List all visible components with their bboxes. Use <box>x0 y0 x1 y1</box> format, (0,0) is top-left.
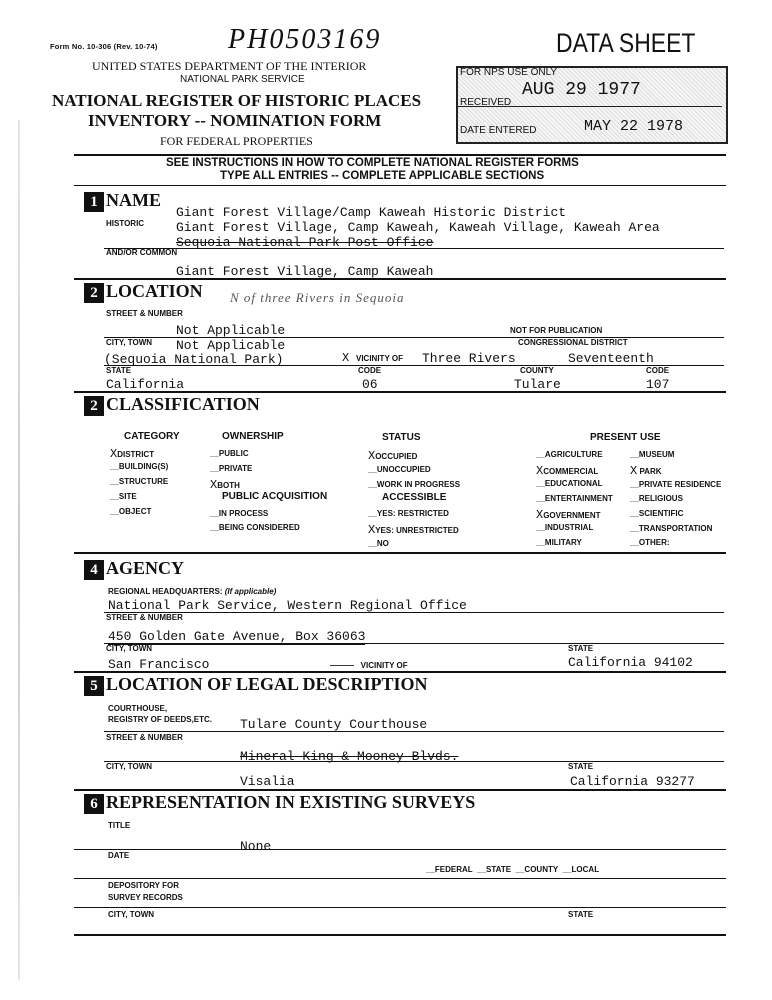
legal-city-label: CITY, TOWN <box>106 762 153 771</box>
city-value-2: (Sequoia National Park) <box>104 352 284 367</box>
not-for-publication: NOT FOR PUBLICATION <box>510 326 603 335</box>
acquisition-in-process: __IN PROCESS <box>210 509 269 518</box>
survey-levels: __FEDERAL __STATE __COUNTY __LOCAL <box>426 865 600 874</box>
accessible-restricted: __YES: RESTRICTED <box>368 509 449 518</box>
agency-street-rule <box>104 643 724 644</box>
legal-city-value: Visalia <box>240 774 295 789</box>
state-value: California <box>106 377 185 392</box>
hq-rule <box>104 612 724 613</box>
accessible-unrestricted: XYES: UNRESTRICTED <box>368 523 459 537</box>
city-label: CITY, TOWN <box>106 338 153 347</box>
use-educational: __EDUCATIONAL <box>536 479 603 488</box>
level-county: COUNTY <box>524 865 559 874</box>
code-value: 06 <box>362 377 378 392</box>
header-rule <box>74 154 726 156</box>
status-work-in-progress: __WORK IN PROGRESS <box>368 480 461 489</box>
legal-street-value: Mineral King & Mooney Blvds. <box>240 749 459 764</box>
street-label: STREET & NUMBER <box>106 309 183 318</box>
ownership-public: __PUBLIC <box>210 449 249 458</box>
use-government: XGOVERNMENT <box>536 508 601 522</box>
city-value: Not Applicable <box>176 338 286 353</box>
section-2-title: LOCATION <box>106 281 203 301</box>
instructions-rule <box>74 185 726 186</box>
received-label: RECEIVED <box>460 97 512 108</box>
category-building: __BUILDING(S) <box>110 462 169 471</box>
section-6-title: REPRESENTATION IN EXISTING SURVEYS <box>106 792 476 812</box>
section-1-number: 1 <box>84 192 104 212</box>
agency-street-value: 450 Golden Gate Avenue, Box 36063 <box>108 629 366 644</box>
scan-edge-shadow <box>18 120 20 980</box>
category-head: CATEGORY <box>124 431 180 442</box>
section-3-number: 2 <box>84 396 104 416</box>
county-value: Tulare <box>514 377 561 392</box>
section-4-title: AGENCY <box>106 558 185 578</box>
agency-street-label: STREET & NUMBER <box>106 613 183 622</box>
use-military: __MILITARY <box>536 538 582 547</box>
historic-line-1: Giant Forest Village/Camp Kaweah Historic District <box>176 205 567 220</box>
agency-city-value: San Francisco <box>108 657 210 672</box>
survey-title-label: TITLE <box>108 821 131 830</box>
section-5-title: LOCATION OF LEGAL DESCRIPTION <box>106 674 428 694</box>
state-label: STATE <box>106 366 132 375</box>
survey-date-label: DATE <box>108 851 130 860</box>
accessible-head: ACCESSIBLE <box>382 492 447 503</box>
hq-label: REGIONAL HEADQUARTERS: (If applicable) <box>108 587 277 596</box>
historic-line-2: Giant Forest Village, Camp Kaweah, Kaweah Village, Kaweah Area <box>176 220 660 235</box>
form-number: Form No. 10-306 (Rev. 10-74) <box>50 42 158 51</box>
park-check: X <box>630 464 638 478</box>
city-rule <box>104 365 724 366</box>
stamp-divider <box>458 106 722 107</box>
vicinity-mark: X <box>342 351 350 365</box>
level-federal: FEDERAL <box>434 865 473 874</box>
category-site: __SITE <box>110 492 137 501</box>
use-industrial: __INDUSTRIAL <box>536 523 594 532</box>
entered-date: MAY 22 1978 <box>584 118 684 135</box>
use-private-residence: __PRIVATE RESIDENCE <box>630 480 722 489</box>
courthouse-label-2: REGISTRY OF DEEDS,ETC. <box>108 715 213 724</box>
depository-rule <box>74 907 726 908</box>
historic-line-3: Sequoia National Park Post Office <box>176 235 434 250</box>
vicinity-value: Three Rivers <box>422 351 516 366</box>
survey-date-rule <box>74 878 726 879</box>
courthouse-label-1: COURTHOUSE, <box>108 704 168 713</box>
level-local: LOCAL <box>571 865 600 874</box>
agency-state-value: California 94102 <box>568 655 693 670</box>
form-subtitle: FOR FEDERAL PROPERTIES <box>160 134 313 148</box>
form-title-1: NATIONAL REGISTER OF HISTORIC PLACES <box>52 91 422 110</box>
use-other: __OTHER: <box>630 538 670 547</box>
depository-label-1: DEPOSITORY FOR <box>108 881 179 890</box>
depository-label-2: SURVEY RECORDS <box>108 893 183 902</box>
ownership-both: XBOTH <box>210 478 240 492</box>
status-head: STATUS <box>382 432 421 443</box>
unrestricted-check: X <box>368 523 376 537</box>
historic-rule <box>104 248 724 249</box>
hq-note: (If applicable) <box>224 587 277 596</box>
section-1-title: NAME <box>106 190 161 210</box>
section-2-number: 2 <box>84 283 104 303</box>
survey-title-value: None <box>240 839 272 854</box>
department: UNITED STATES DEPARTMENT OF THE INTERIOR <box>92 59 367 73</box>
handwritten-reference: PH0503169 <box>228 24 382 55</box>
courthouse-value: Tulare County Courthouse <box>240 717 428 732</box>
acquisition-being-considered: __BEING CONSIDERED <box>210 523 300 532</box>
survey-title-rule <box>74 849 726 850</box>
acquisition-head: PUBLIC ACQUISITION <box>222 491 328 502</box>
use-scientific: __SCIENTIFIC <box>630 509 684 518</box>
courthouse-rule <box>104 731 724 732</box>
section-6-rule <box>74 934 726 936</box>
agency-vicinity-label: ——— VICINITY OF <box>330 661 408 670</box>
historic-label: HISTORIC <box>106 219 145 228</box>
section-4-number: 4 <box>84 560 104 580</box>
both-check: X <box>210 478 218 492</box>
section-2-rule <box>74 391 726 393</box>
common-label: AND/OR COMMON <box>106 248 178 257</box>
occupied-check: X <box>368 449 376 463</box>
ownership-head: OWNERSHIP <box>222 431 284 442</box>
commercial-check: X <box>536 464 544 478</box>
instructions-line-2: TYPE ALL ENTRIES -- COMPLETE APPLICABLE SECTIONS <box>220 170 545 182</box>
section-3-title: CLASSIFICATION <box>106 394 260 414</box>
legal-street-label: STREET & NUMBER <box>106 733 183 742</box>
use-commercial: XCOMMERCIAL <box>536 464 599 478</box>
use-park: X PARK <box>630 464 662 478</box>
section-5-rule <box>74 789 726 791</box>
section-5-number: 5 <box>84 676 104 696</box>
category-district: XDISTRICT <box>110 447 155 461</box>
district-check: X <box>110 447 118 461</box>
for-nps-use-label: FOR NPS USE ONLY <box>460 67 558 78</box>
service: NATIONAL PARK SERVICE <box>180 74 305 85</box>
agency-city-label: CITY, TOWN <box>106 644 153 653</box>
received-date: AUG 29 1977 <box>522 80 641 100</box>
data-sheet-label: DATA SHEET <box>556 28 696 58</box>
section-6-number: 6 <box>84 794 104 814</box>
government-check: X <box>536 508 544 522</box>
survey-city-label: CITY, TOWN <box>108 910 155 919</box>
section-1-rule <box>74 278 726 280</box>
legal-state-value: California 93277 <box>570 774 695 789</box>
congress-label: CONGRESSIONAL DISTRICT <box>518 338 628 347</box>
status-occupied: XOCCUPIED <box>368 449 418 463</box>
use-entertainment: __ENTERTAINMENT <box>536 494 613 503</box>
date-entered-label: DATE ENTERED <box>460 125 537 136</box>
level-state: STATE <box>486 865 512 874</box>
use-transportation: __TRANSPORTATION <box>630 524 713 533</box>
present-use-head: PRESENT USE <box>590 432 661 443</box>
hq-value: National Park Service, Western Regional Office <box>108 598 467 613</box>
category-object: __OBJECT <box>110 507 152 516</box>
status-unoccupied: __UNOCCUPIED <box>368 465 431 474</box>
section-4-rule <box>74 671 726 673</box>
legal-state-label: STATE <box>568 762 594 771</box>
street-value: Not Applicable <box>176 323 286 338</box>
use-agriculture: __AGRICULTURE <box>536 450 603 459</box>
section-3-rule <box>74 552 726 554</box>
use-religious: __RELIGIOUS <box>630 494 683 503</box>
form-title-2: INVENTORY -- NOMINATION FORM <box>88 111 382 130</box>
vicinity-label: VICINITY OF <box>356 354 403 363</box>
common-value: Giant Forest Village, Camp Kaweah <box>176 264 434 279</box>
accessible-no: __NO <box>368 539 389 548</box>
agency-state-label: STATE <box>568 644 594 653</box>
category-structure: __STRUCTURE <box>110 477 169 486</box>
instructions-line-1: SEE INSTRUCTIONS IN HOW TO COMPLETE NATIONAL REGISTER FORMS <box>166 157 579 169</box>
ownership-private: __PRIVATE <box>210 464 253 473</box>
congress-value: Seventeenth <box>568 351 654 366</box>
code2-value: 107 <box>646 377 670 392</box>
handwritten-location-note: N of three Rivers in Sequoia <box>230 290 405 305</box>
use-museum: __MUSEUM <box>630 450 675 459</box>
county-label: COUNTY <box>520 366 554 375</box>
survey-state-label: STATE <box>568 910 594 919</box>
code-label: CODE <box>358 366 382 375</box>
legal-street-rule <box>104 761 724 762</box>
code2-label: CODE <box>646 366 670 375</box>
